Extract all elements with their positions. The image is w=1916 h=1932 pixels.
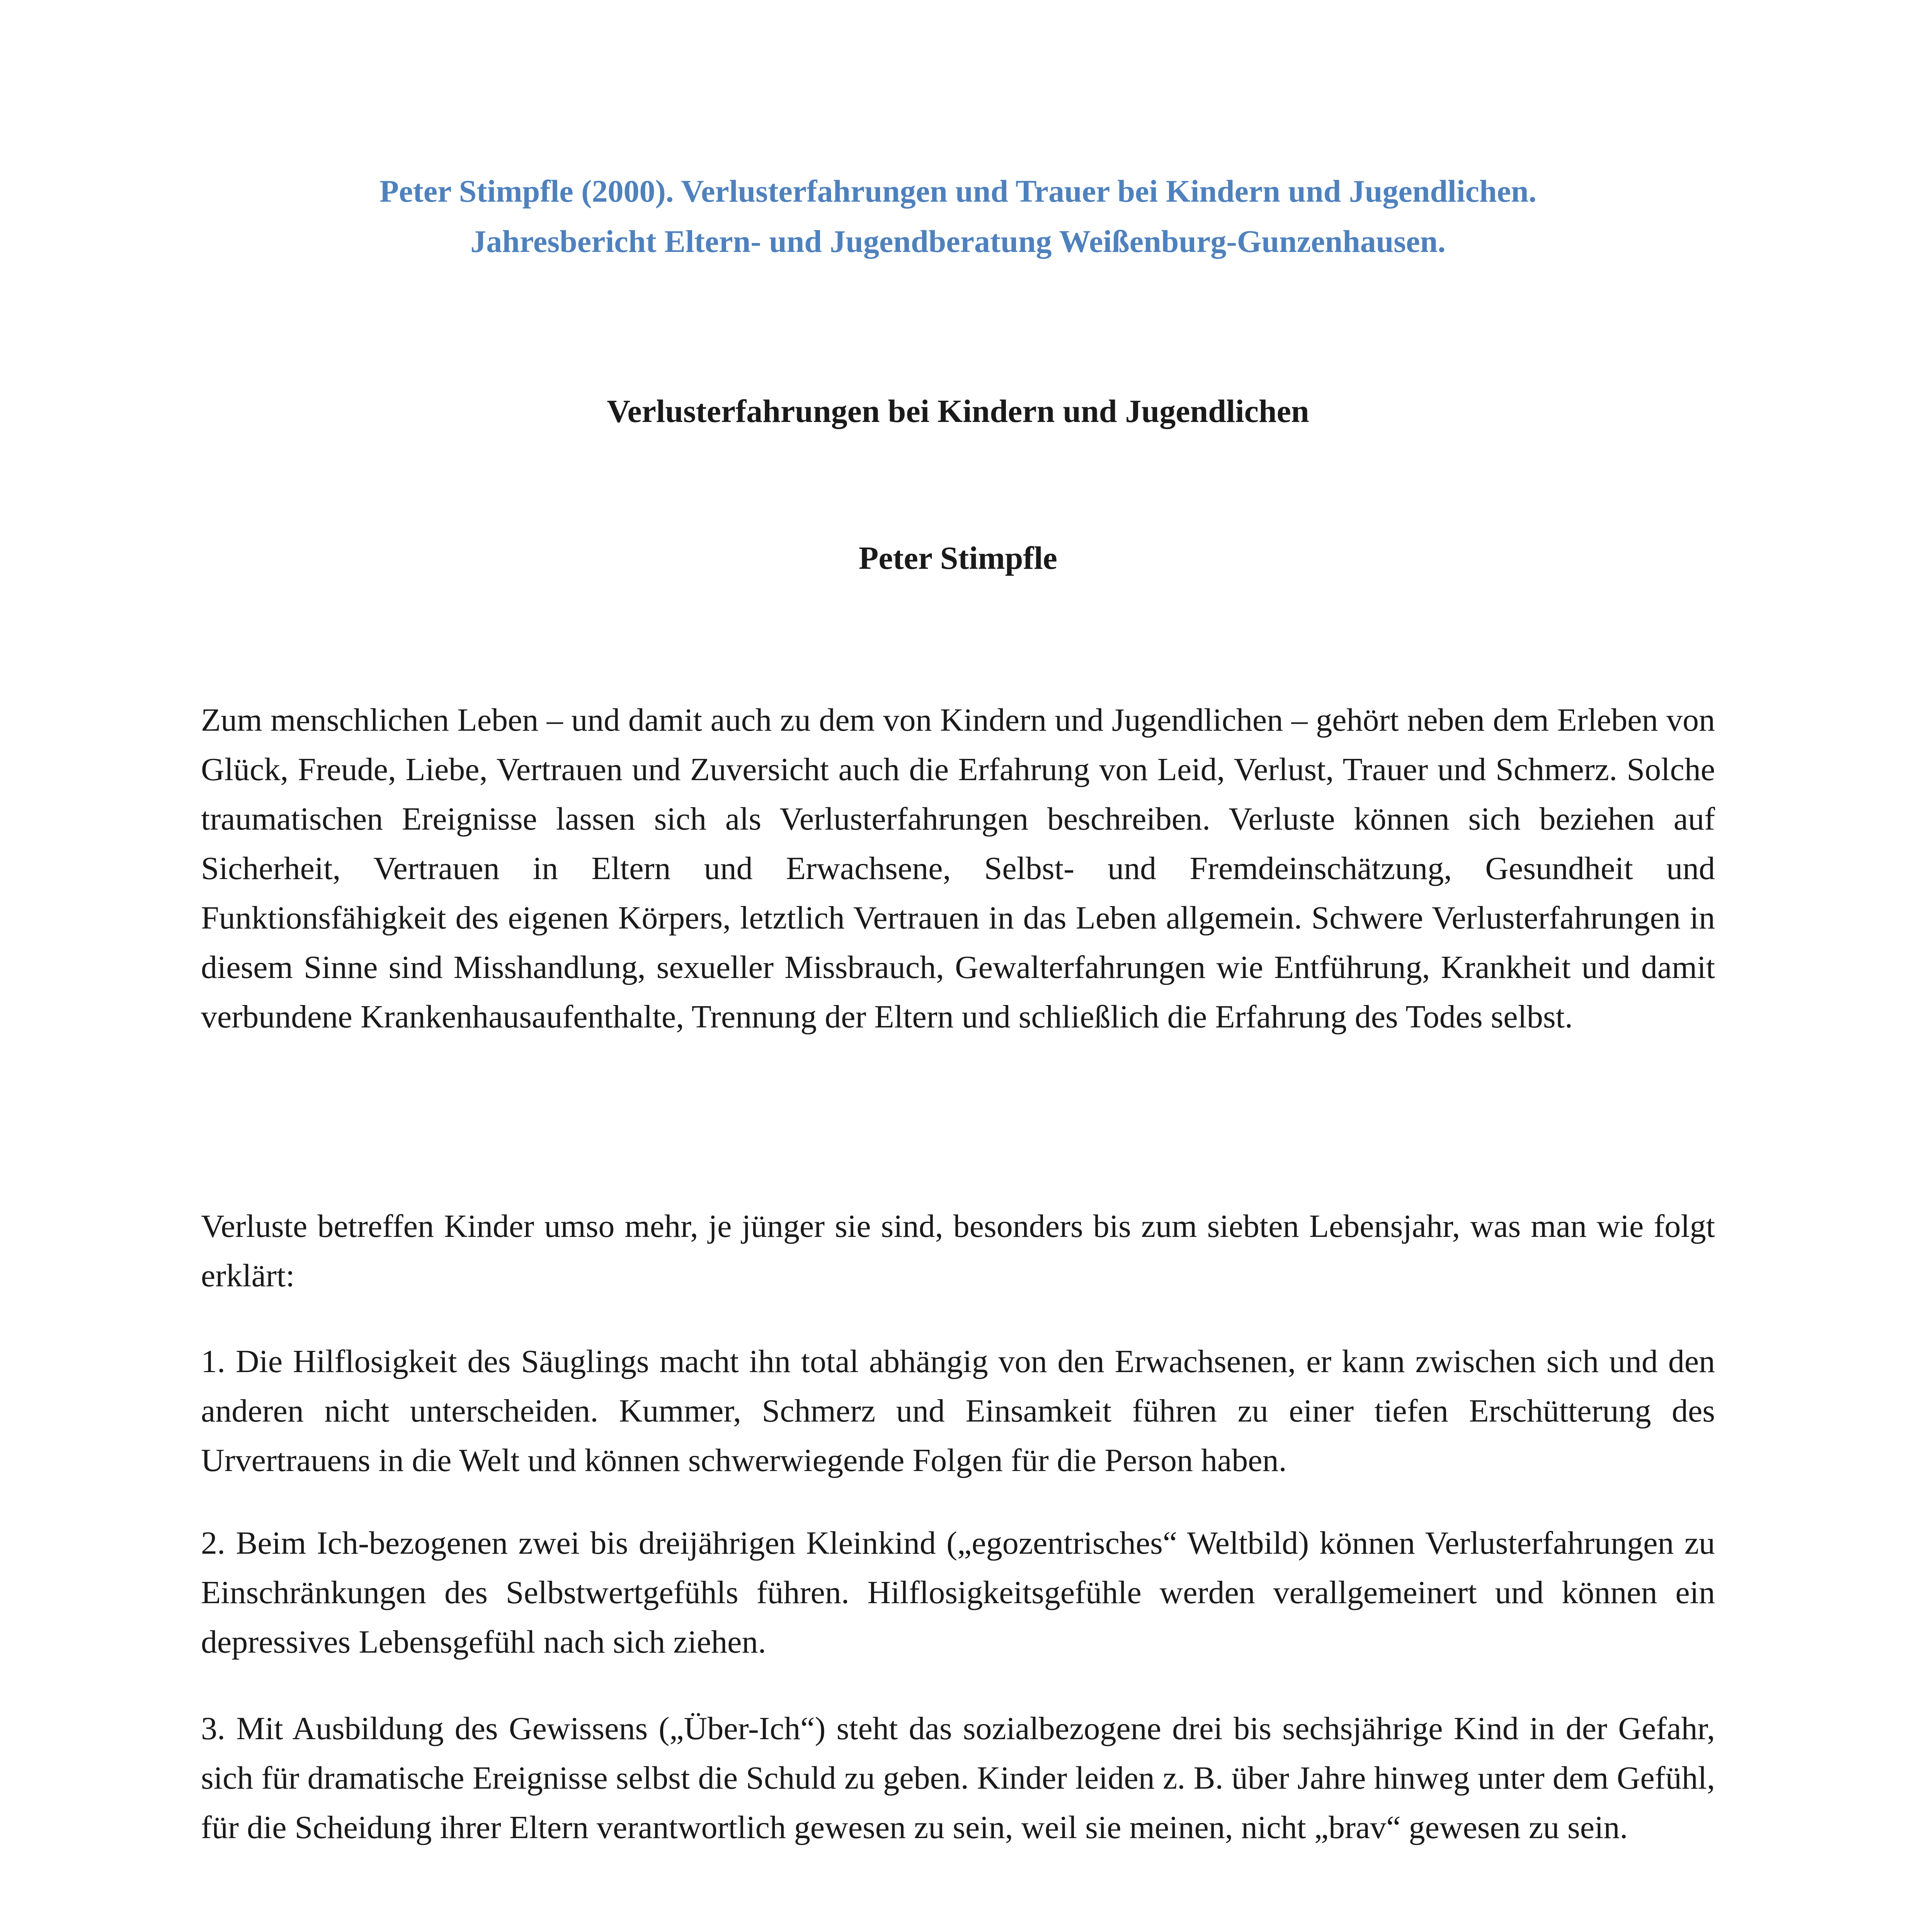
citation-header bbox=[201, 166, 1715, 267]
paragraph-point-1: 1. Die Hilflosigkeit des Säuglings macht ihn total abhängig von den Erwachsenen, er kann zwischen sich und den anderen nicht unterscheiden. Kummer, Schmerz und Einsamkeit führen zu einer tiefen Erschütterung des Urvertrauens in die Welt und können schwerwiegende Folgen für die Person haben. bbox=[201, 1344, 1715, 1478]
article-title: Verlusterfahrungen bei Kindern und Jugendlichen bbox=[607, 393, 1309, 429]
citation-line-1: Peter Stimpfle (2000). Verlusterfahrungen und Trauer bei Kindern und Jugendlichen. bbox=[379, 173, 1537, 209]
article-author: Peter Stimpfle bbox=[859, 540, 1057, 576]
paragraph-losses-age: Verluste betreffen Kinder umso mehr, je jünger sie sind, besonders bis zum siebten Lebensjahr, was man wie folgt erklärt: bbox=[201, 1208, 1715, 1294]
paragraph-point-2: 2. Beim Ich-bezogenen zwei bis dreijährigen Kleinkind („egozentrisches“ Weltbild) können Verlusterfahrungen zu Einschränkungen des Selbstwertgefühls führen. Hilflosigkeitsgefühle werden verallgemeinert und können ein depressives Lebensgefühl nach sich ziehen. bbox=[201, 1525, 1715, 1660]
paragraph-point-3: 3. Mit Ausbildung des Gewissens („Über-Ich“) steht das sozialbezogene drei bis sechsjährige Kind in der Gefahr, sich für dramatische Ereignisse selbst die Schuld zu geben. Kinder leiden z. B. über Jahre hinweg unter dem Gefühl, für die Scheidung ihrer Eltern verantwortlich gewesen zu sein, weil sie meinen, nicht „brav“ gewesen zu sein. bbox=[201, 1711, 1715, 1845]
citation-line-2: Jahresbericht Eltern- und Jugendberatung Weißenburg-Gunzenhausen. bbox=[470, 224, 1446, 259]
paragraph-intro: Zum menschlichen Leben – und damit auch zu dem von Kindern und Jugendlichen – gehört neben dem Erleben von Glück, Freude, Liebe, Vertrauen und Zuversicht auch die Erfahrung von Leid, Verlust, Trauer und Schmerz. Solche traumatischen Ereignisse lassen sich als Verlusterfahrungen beschreiben. Verluste können sich beziehen auf Sicherheit, Vertrauen in Eltern und Erwachsene, Selbst- und Fremdeinschätzung, Gesundheit und Funktionsfähigkeit des eigenen Körpers, letztlich Vertrauen in das Leben allgemein. Schwere Verlusterfahrungen in diesem Sinne sind Misshandlung, sexueller Missbrauch, Gewalterfahrungen wie Entführung, Krankheit und damit verbundene Krankenhausaufenthalte, Trennung der Eltern und schließlich die Erfahrung des Todes selbst. bbox=[201, 702, 1715, 1035]
